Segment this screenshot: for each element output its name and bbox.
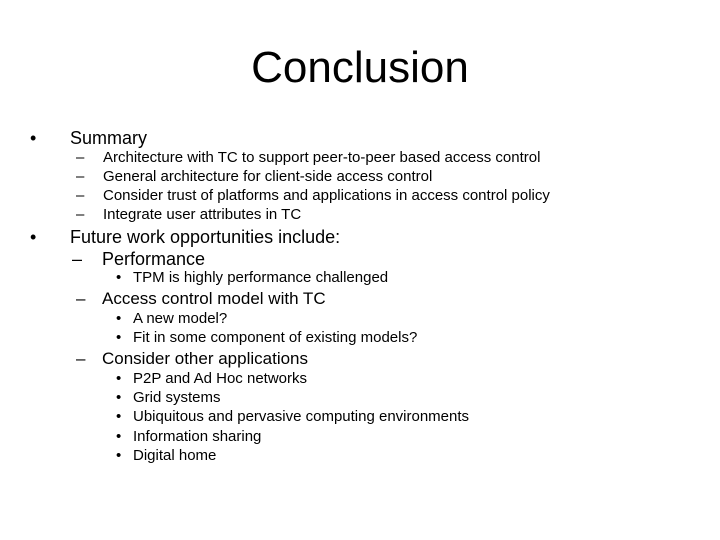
sub-item: Fit in some component of existing models? bbox=[133, 329, 418, 346]
subheading-performance: Performance bbox=[102, 249, 206, 269]
summary-item: Architecture with TC to support peer-to-peer based access control bbox=[103, 149, 541, 166]
future-work-heading: Future work opportunities include: bbox=[70, 227, 341, 247]
bullet-marker: • bbox=[116, 428, 122, 445]
sub-item: Grid systems bbox=[133, 389, 221, 406]
sub-item: Digital home bbox=[133, 447, 217, 464]
dash-marker: – bbox=[76, 149, 85, 166]
summary-heading: Summary bbox=[70, 128, 148, 148]
sub-item: Information sharing bbox=[133, 428, 262, 445]
dash-marker: – bbox=[76, 289, 86, 308]
bullet-marker: • bbox=[116, 269, 122, 286]
bullet-marker: • bbox=[116, 389, 122, 406]
bullet-marker: • bbox=[30, 227, 37, 247]
sub-item: P2P and Ad Hoc networks bbox=[133, 370, 307, 387]
sub-item: A new model? bbox=[133, 310, 228, 327]
summary-item: General architecture for client-side access control bbox=[103, 168, 433, 185]
bullet-marker: • bbox=[116, 310, 122, 327]
bullet-marker: • bbox=[116, 370, 122, 387]
sub-item: TPM is highly performance challenged bbox=[133, 269, 389, 286]
sub-item: Ubiquitous and pervasive computing environments bbox=[133, 408, 470, 425]
bullet-marker: • bbox=[116, 329, 122, 346]
subheading-other-applications: Consider other applications bbox=[102, 349, 309, 368]
dash-marker: – bbox=[76, 206, 85, 223]
slide-title: Conclusion bbox=[251, 43, 469, 92]
bullet-marker: • bbox=[30, 128, 37, 148]
dash-marker: – bbox=[76, 187, 85, 204]
dash-marker: – bbox=[76, 168, 85, 185]
summary-item: Consider trust of platforms and applications in access control policy bbox=[103, 187, 550, 204]
subheading-access-control-model: Access control model with TC bbox=[102, 289, 326, 308]
dash-marker: – bbox=[72, 249, 83, 269]
bullet-marker: • bbox=[116, 408, 122, 425]
summary-item: Integrate user attributes in TC bbox=[103, 206, 302, 223]
dash-marker: – bbox=[76, 349, 86, 368]
bullet-marker: • bbox=[116, 447, 122, 464]
